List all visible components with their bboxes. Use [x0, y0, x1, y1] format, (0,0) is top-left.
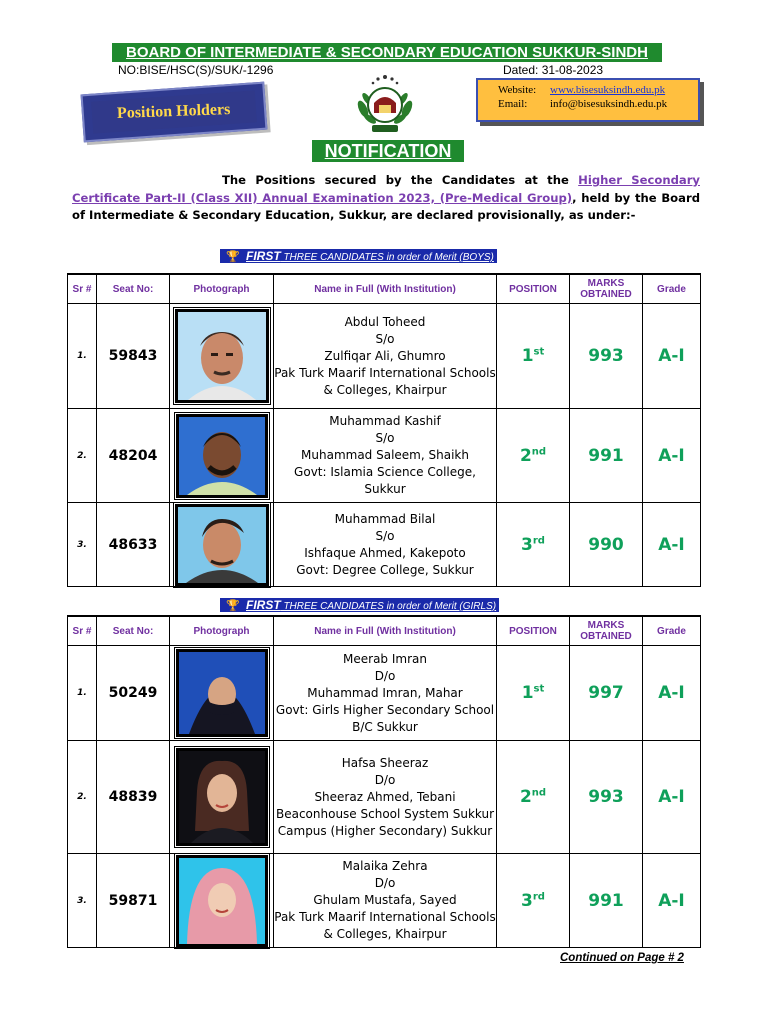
girls-label: THREE CANDIDATES in order of Merit (GIRLS) — [280, 601, 497, 612]
name-cell — [274, 304, 497, 409]
grade-cell: A-I — [643, 304, 701, 409]
name-cell — [274, 741, 497, 854]
table-row — [68, 409, 701, 503]
notification-title: NOTIFICATION — [312, 140, 464, 162]
position-cell: 2nd — [497, 409, 570, 503]
candidate-name: Muhammad Bilal — [334, 511, 436, 526]
candidate-photo — [176, 649, 268, 737]
seat-cell: 59843 — [97, 304, 170, 409]
relation: S/o — [375, 331, 395, 346]
table-header-row — [68, 616, 701, 646]
photo-cell — [170, 646, 274, 741]
boys-first: FIRST — [246, 249, 281, 263]
boys-section-label — [220, 249, 497, 263]
table-row — [68, 741, 701, 854]
relation: S/o — [375, 431, 395, 445]
table-row — [68, 854, 701, 948]
candidate-name: Malaika Zehra — [342, 859, 428, 873]
name-cell — [274, 854, 497, 948]
table-header-row — [68, 274, 701, 304]
boys-merit-table — [67, 273, 701, 587]
candidate-photo — [175, 504, 269, 586]
relation: D/o — [374, 668, 396, 683]
institution: Pak Turk Maarif International Schools & Colleges, Khairpur — [274, 365, 496, 397]
sr-cell: 2. — [68, 409, 97, 503]
grade-cell: A-I — [643, 854, 701, 948]
position-cell: 1st — [497, 646, 570, 741]
sr-cell: 3. — [68, 503, 97, 587]
marks-cell: 991 — [570, 854, 643, 948]
candidate-name: Muhammad Kashif — [329, 414, 441, 428]
relation: D/o — [374, 772, 396, 787]
photo-header: Photograph — [170, 274, 274, 304]
father-name: Ghulam Mustafa, Sayed — [313, 893, 457, 907]
name-cell — [274, 646, 497, 741]
institution: Govt: Girls Higher Secondary School B/C Sukkur — [275, 702, 495, 734]
institution: Govt: Degree College, Sukkur — [296, 562, 474, 577]
website-label: Website: — [498, 84, 537, 96]
date: Dated: 31-08-2023 — [503, 63, 604, 77]
position-header: POSITION — [497, 616, 570, 646]
photo-cell — [170, 304, 274, 409]
table-row — [68, 304, 701, 409]
institution: Pak Turk Maarif International Schools & Colleges, Khairpur — [274, 910, 496, 941]
intro-start: The Positions secured by the Candidates at the — [222, 173, 579, 187]
intro-end: , held by the Board of Intermediate & Secondary Education, Sukkur, are declared provisionally, as under:- — [72, 190, 700, 222]
position-cell: 1st — [497, 304, 570, 409]
candidate-name: Abdul Toheed — [344, 314, 426, 329]
intro-paragraph — [72, 172, 700, 225]
table-row — [68, 503, 701, 587]
trophy-icon: 🏆 — [226, 600, 240, 612]
grade-header: Grade — [643, 274, 701, 304]
father-name: Muhammad Saleem, Shaikh — [301, 448, 469, 462]
sr-cell: 2. — [68, 741, 97, 854]
candidate-photo — [176, 414, 268, 498]
photo-cell — [170, 741, 274, 854]
marks-header: MARKS OBTAINED — [570, 616, 643, 646]
photo-cell — [170, 854, 274, 948]
name-header: Name in Full (With Institution) — [274, 274, 497, 304]
continued-note: Continued on Page # 2 — [560, 952, 684, 964]
institution: Beaconhouse School System Sukkur Campus (Higher Secondary) Sukkur — [275, 806, 495, 838]
reference-number: NO:BISE/HSC(S)/SUK/-1296 — [118, 63, 274, 77]
board-logo-icon — [350, 71, 420, 135]
girls-first: FIRST — [246, 598, 281, 612]
marks-cell: 993 — [570, 741, 643, 854]
exam-name: Higher Secondary Certificate Part-II (Class XII) Annual Examination 2023, (Pre-Medical Group) — [72, 173, 700, 205]
photo-cell — [170, 409, 274, 503]
position-cell: 3rd — [497, 503, 570, 587]
name-cell — [274, 503, 497, 587]
grade-cell: A-I — [643, 503, 701, 587]
sr-cell: 3. — [68, 854, 97, 948]
grade-cell: A-I — [643, 741, 701, 854]
girls-section-label — [220, 598, 499, 612]
boys-label: THREE CANDIDATES in order of Merit (BOYS) — [280, 252, 494, 263]
photo-header: Photograph — [170, 616, 274, 646]
contact-box — [476, 78, 700, 122]
father-name: Sheeraz Ahmed, Tebani — [314, 789, 456, 804]
position-holders-label: Position Holders — [117, 101, 231, 122]
grade-cell: A-I — [643, 409, 701, 503]
seat-cell: 48633 — [97, 503, 170, 587]
marks-cell: 991 — [570, 409, 643, 503]
sr-header: Sr # — [68, 616, 97, 646]
father-name: Ishfaque Ahmed, Kakepoto — [304, 545, 466, 560]
candidate-name: Meerab Imran — [343, 651, 427, 666]
position-header: POSITION — [497, 274, 570, 304]
seat-cell: 48204 — [97, 409, 170, 503]
photo-cell — [170, 503, 274, 587]
marks-header: MARKS OBTAINED — [570, 274, 643, 304]
candidate-photo — [176, 855, 268, 947]
name-header: Name in Full (With Institution) — [274, 616, 497, 646]
seat-cell: 50249 — [97, 646, 170, 741]
sr-cell: 1. — [68, 304, 97, 409]
email-label: Email: — [498, 98, 528, 110]
candidate-photo — [176, 748, 268, 846]
position-cell: 2nd — [497, 741, 570, 854]
email-value[interactable]: info@bisesuksindh.edu.pk — [550, 98, 668, 110]
grade-cell: A-I — [643, 646, 701, 741]
marks-cell: 997 — [570, 646, 643, 741]
marks-cell: 993 — [570, 304, 643, 409]
seat-cell: 59871 — [97, 854, 170, 948]
position-cell: 3rd — [497, 854, 570, 948]
website-link[interactable]: www.bisesuksindh.edu.pk — [550, 84, 666, 96]
grade-header: Grade — [643, 616, 701, 646]
relation: D/o — [374, 876, 396, 890]
marks-cell: 990 — [570, 503, 643, 587]
sr-cell: 1. — [68, 646, 97, 741]
name-cell — [274, 409, 497, 503]
girls-merit-table — [67, 615, 701, 948]
candidate-photo — [175, 309, 269, 403]
institution: Govt: Islamia Science College, Sukkur — [294, 465, 476, 496]
trophy-icon: 🏆 — [226, 251, 240, 263]
table-row — [68, 646, 701, 741]
seat-header: Seat No: — [97, 274, 170, 304]
sr-header: Sr # — [68, 274, 97, 304]
father-name: Zulfiqar Ali, Ghumro — [324, 348, 446, 363]
seat-header: Seat No: — [97, 616, 170, 646]
father-name: Muhammad Imran, Mahar — [307, 685, 463, 700]
position-holders-banner — [81, 82, 268, 143]
candidate-name: Hafsa Sheeraz — [341, 755, 429, 770]
seat-cell: 48839 — [97, 741, 170, 854]
relation: S/o — [375, 528, 395, 543]
board-title: BOARD OF INTERMEDIATE & SECONDARY EDUCATION SUKKUR-SINDH — [112, 43, 662, 62]
